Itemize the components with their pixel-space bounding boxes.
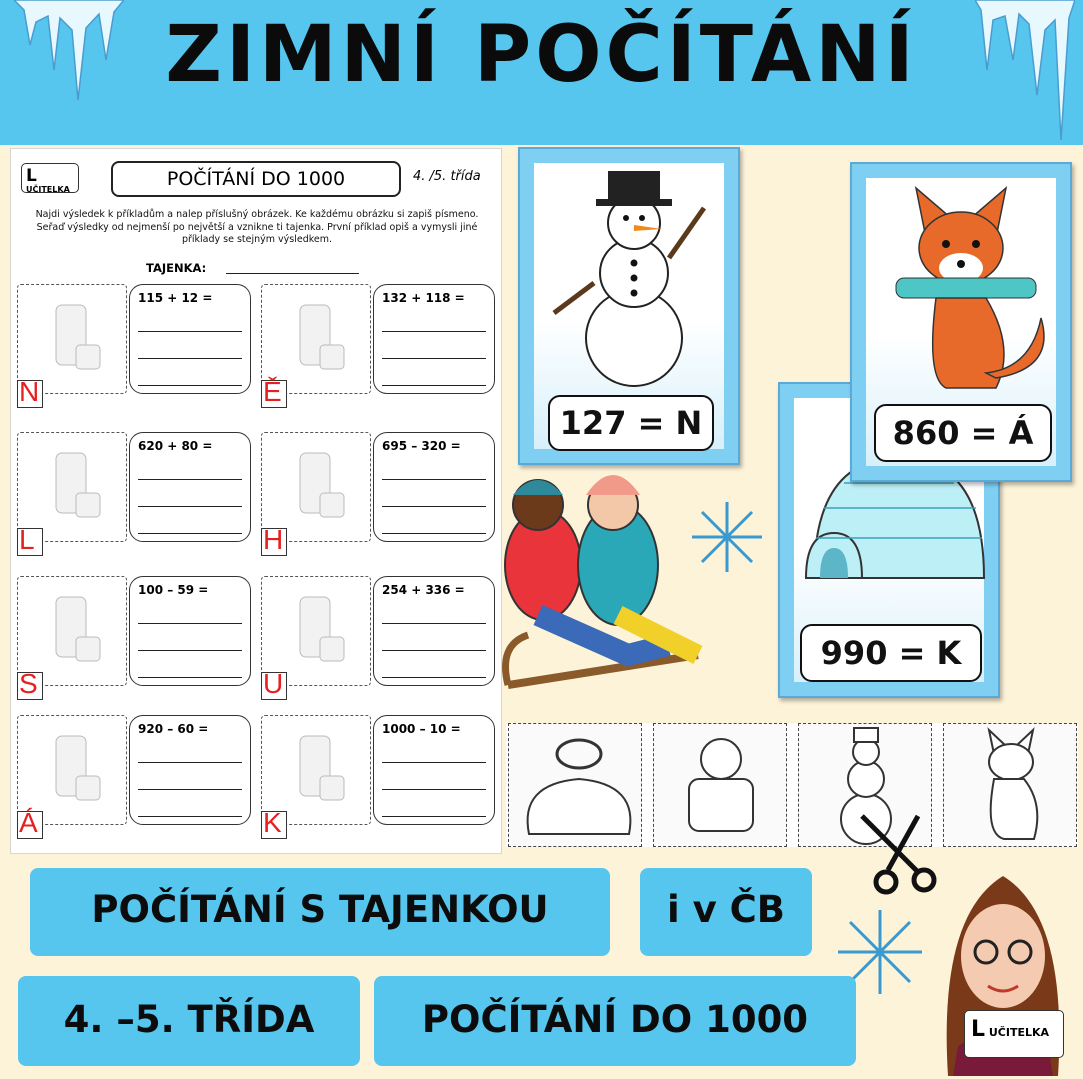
problem-text: 695 – 320 =: [382, 439, 461, 453]
answer-line: [382, 736, 486, 763]
answer-line: [138, 597, 242, 624]
header-banner: [0, 0, 1083, 145]
answer-line: [138, 763, 242, 790]
flashcard-snowman-label: 127 = N: [548, 395, 714, 451]
worksheet-title: POČÍTÁNÍ DO 1000: [111, 161, 401, 197]
worksheet-instructions: Najdi výsledek k příkladům a nalep příslušný obrázek. Ke každému obrázku si zapiš písmeno. Seřaď výsledky od nejmenší po největší a vznikne ti tajenka. První příklad opiš a vymysli jiné příklady se stejným výsledkem.: [35, 209, 479, 245]
worksheet-card: [261, 432, 501, 555]
answer-line: [382, 480, 486, 507]
card-letter: S: [19, 668, 38, 699]
worksheet-card: [17, 284, 257, 407]
flashcard-snowman: [518, 147, 740, 465]
problem-text: 620 + 80 =: [138, 439, 213, 453]
logo-letter: L: [971, 1017, 986, 1042]
answer-line: [138, 624, 242, 651]
cutout-strip: [506, 723, 1078, 847]
answer-line: [382, 597, 486, 624]
problem-box: [129, 576, 251, 686]
logo-text: UČITELKA: [26, 185, 70, 194]
card-letter: Á: [19, 807, 38, 838]
cutout-penguin: [653, 723, 787, 847]
grade-badge: 4. –5. TŘÍDA: [18, 976, 360, 1066]
problem-text: 115 + 12 =: [138, 291, 213, 305]
range-badge: POČÍTÁNÍ DO 1000: [374, 976, 856, 1066]
answer-line: [138, 736, 242, 763]
fox-icon: [866, 178, 1060, 408]
answer-line: [382, 507, 486, 534]
answer-line: [138, 305, 242, 332]
answer-line: [138, 453, 242, 480]
answer-line: [382, 651, 486, 678]
problem-text: 132 + 118 =: [382, 291, 465, 305]
problem-box: [373, 284, 495, 394]
answer-line: [382, 453, 486, 480]
cutout-sled: [508, 723, 642, 847]
card-letter: L: [19, 524, 35, 555]
sledding-kids-icon: [498, 455, 720, 715]
problem-box: [129, 284, 251, 394]
feature-bw-badge: i v ČB: [640, 868, 812, 956]
flashcard-igloo-label: 990 = K: [800, 624, 982, 682]
answer-line: [138, 480, 242, 507]
answer-line: [382, 332, 486, 359]
tajenka-label: TAJENKA:: [146, 261, 207, 275]
worksheet-card: [261, 284, 501, 407]
problem-text: 1000 – 10 =: [382, 722, 461, 736]
answer-line: [138, 507, 242, 534]
answer-line: [138, 332, 242, 359]
main-title: ZIMNÍ POČÍTÁNÍ: [165, 10, 918, 100]
worksheet-grade: 4. /5. třída: [413, 169, 481, 184]
penguin-icon: [654, 724, 788, 848]
problem-box: [373, 576, 495, 686]
tajenka-answer-line: [226, 273, 359, 274]
card-letter: U: [263, 668, 284, 699]
brand-logo: [964, 1010, 1064, 1058]
answer-line: [382, 790, 486, 817]
worksheet-card: [17, 715, 257, 838]
card-letter: N: [19, 376, 40, 407]
logo-letter: L: [26, 166, 37, 186]
worksheet-card: [17, 576, 257, 699]
card-letter: K: [263, 807, 282, 838]
worksheet-preview: [10, 148, 502, 854]
worksheet-logo: [21, 163, 79, 193]
logo-text: UČITELKA: [988, 1026, 1050, 1039]
worksheet-card: [261, 576, 501, 699]
feature-tajenka-badge: POČÍTÁNÍ S TAJENKOU: [30, 868, 610, 956]
worksheet-card: [261, 715, 501, 838]
answer-line: [138, 359, 242, 386]
answer-line: [138, 651, 242, 678]
answer-line: [382, 305, 486, 332]
snowflake-icon: [688, 498, 766, 576]
card-letter: Ě: [263, 376, 282, 407]
problem-box: [373, 432, 495, 542]
card-letter: H: [263, 524, 284, 555]
problem-text: 254 + 336 =: [382, 583, 465, 597]
problem-text: 100 – 59 =: [138, 583, 209, 597]
problem-box: [129, 432, 251, 542]
answer-line: [382, 359, 486, 386]
flashcard-fox: [850, 162, 1072, 482]
fox-icon: [944, 724, 1078, 848]
answer-line: [382, 624, 486, 651]
worksheet-card: [17, 432, 257, 555]
answer-line: [382, 763, 486, 790]
snowman-icon: [534, 163, 728, 393]
cutout-fox: [943, 723, 1077, 847]
answer-line: [138, 790, 242, 817]
problem-box: [373, 715, 495, 825]
flashcard-fox-label: 860 = Á: [874, 404, 1052, 462]
problem-box: [129, 715, 251, 825]
sled-icon: [509, 724, 643, 848]
problem-text: 920 – 60 =: [138, 722, 209, 736]
